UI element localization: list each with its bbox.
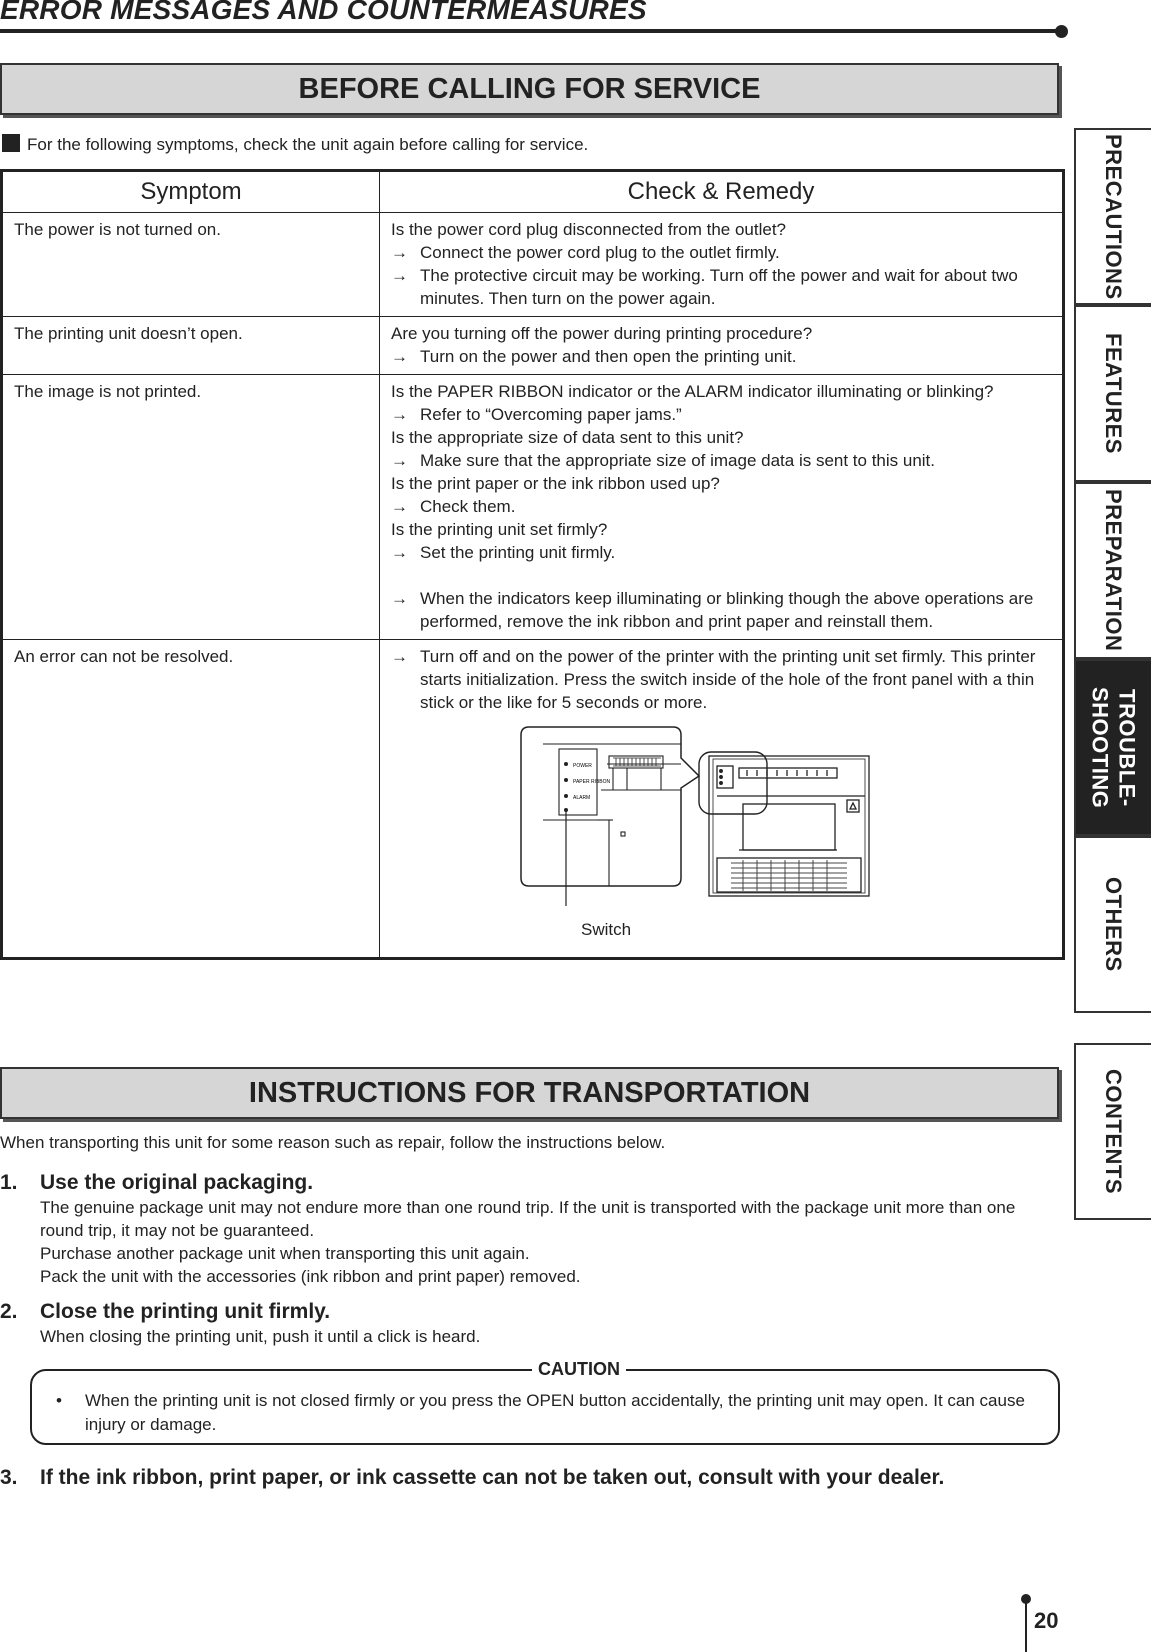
power-indicator-icon xyxy=(564,762,568,766)
step-1-body-line: The genuine package unit may not endure more than one round trip. If the unit is transported with the package unit more than one round trip, it may not be guaranteed. xyxy=(40,1198,1016,1240)
header-symptom: Symptom xyxy=(2,171,380,213)
remedy-action xyxy=(391,345,1051,368)
remedy-action xyxy=(391,587,1051,633)
section-banner-service: BEFORE CALLING FOR SERVICE xyxy=(0,63,1059,115)
remedy-action-text: Turn on the power and then open the printing unit. xyxy=(420,347,797,366)
printer-front-illustration xyxy=(391,726,1051,951)
side-tab-preparation[interactable] xyxy=(1074,482,1151,659)
right-arrow-icon: → xyxy=(391,347,408,366)
step-2-number: 2. xyxy=(0,1300,18,1323)
remedy-action-text: When the indicators keep illuminating or blinking though the above operations are performed, remove the ink ribbon and print paper and reinstall them. xyxy=(420,589,1034,631)
switch-label: Switch xyxy=(581,920,632,939)
step-2-body-line: When closing the printing unit, push it until a click is heard. xyxy=(40,1327,481,1346)
remedy-action xyxy=(391,645,1051,714)
right-arrow-icon: → xyxy=(391,405,408,424)
step-1-body-line: Purchase another package unit when transporting this unit again. xyxy=(40,1244,530,1263)
alarm-indicator-label: ALARM xyxy=(573,795,591,801)
side-tab-label: OTHERS xyxy=(1101,877,1126,972)
service-intro xyxy=(2,134,588,155)
table-row xyxy=(2,375,1064,640)
table-row xyxy=(2,317,1064,375)
caution-box xyxy=(30,1359,1060,1445)
remedy-cell xyxy=(380,213,1064,317)
caution-text: When the printing unit is not closed firmly or you press the OPEN button accidentally, the printing unit may open. It can cause injury or damage. xyxy=(85,1391,1025,1434)
remedy-action xyxy=(391,449,1051,472)
remedy-action-text: Turn off and on the power of the printer with the printing unit set firmly. This printer starts initialization. Press the switch inside of the hole of the front panel with a thin stick or the like for 5 seconds or more. xyxy=(420,647,1036,712)
right-arrow-icon: → xyxy=(391,647,408,666)
remedy-question: Is the power cord plug disconnected from the outlet? xyxy=(391,220,787,239)
paper-ribbon-indicator-label: PAPER RIBBON xyxy=(573,779,611,785)
header-rule xyxy=(0,29,1058,33)
printer-diagram xyxy=(391,726,1051,951)
side-tab-label: TROUBLE- SHOOTING xyxy=(1087,686,1140,809)
remedy-cell xyxy=(380,317,1064,375)
remedy-question: Are you turning off the power during printing procedure? xyxy=(391,324,813,343)
right-arrow-icon: → xyxy=(391,543,408,562)
power-indicator-label: POWER xyxy=(573,763,592,769)
step-2-title xyxy=(0,1300,330,1324)
side-tab-others[interactable] xyxy=(1074,836,1151,1013)
side-tab-contents[interactable] xyxy=(1074,1043,1151,1220)
step-1-body-line: Pack the unit with the accessories (ink ribbon and print paper) removed. xyxy=(40,1267,581,1286)
remedy-question: Is the printing unit set firmly? xyxy=(391,520,608,539)
right-arrow-icon: → xyxy=(391,589,408,608)
remedy-question: Is the print paper or the ink ribbon used up? xyxy=(391,474,720,493)
symptom-cell: The printing unit doesn’t open. xyxy=(2,317,380,375)
remedy-action-text: Check them. xyxy=(420,497,516,516)
remedy-action-text: Set the printing unit firmly. xyxy=(420,543,616,562)
right-arrow-icon: → xyxy=(391,266,408,285)
service-intro-text: For the following symptoms, check the unit again before calling for service. xyxy=(27,135,589,154)
side-tab-label: PRECAUTIONS xyxy=(1101,133,1126,300)
remedy-cell xyxy=(380,375,1064,640)
symptom-cell: The power is not turned on. xyxy=(2,213,380,317)
step-3-title xyxy=(0,1466,944,1490)
step-1-title xyxy=(0,1171,313,1195)
transport-intro: When transporting this unit for some reason such as repair, follow the instructions below. xyxy=(0,1133,666,1152)
remedy-question: Is the appropriate size of data sent to this unit? xyxy=(391,428,744,447)
alarm-indicator-icon xyxy=(564,794,568,798)
side-tab-features[interactable] xyxy=(1074,305,1151,482)
step-3-number: 3. xyxy=(0,1466,18,1489)
remedy-action xyxy=(391,241,1051,264)
table-row xyxy=(2,213,1064,317)
remedy-cell xyxy=(380,640,1064,959)
remedy-action-text: The protective circuit may be working. Turn off the power and wait for about two minutes. Then turn on the power again. xyxy=(420,266,1018,308)
symptom-cell: The image is not printed. xyxy=(2,375,380,640)
page-number-bar xyxy=(1025,1602,1027,1652)
remedy-action xyxy=(391,264,1051,310)
symptom-table-body xyxy=(2,213,1064,959)
table-row xyxy=(2,640,1064,959)
side-tab-label: FEATURES xyxy=(1101,333,1126,454)
symptom-table xyxy=(0,169,1065,960)
page-number: 20 xyxy=(1034,1608,1059,1633)
symptom-cell: An error can not be resolved. xyxy=(2,640,380,959)
remedy-action xyxy=(391,495,1051,518)
step-1-body xyxy=(40,1196,1050,1288)
step-1-number: 1. xyxy=(0,1171,18,1194)
remedy-action-text: Make sure that the appropriate size of image data is sent to this unit. xyxy=(420,451,936,470)
right-arrow-icon: → xyxy=(391,451,408,470)
remedy-action xyxy=(391,403,1051,426)
right-arrow-icon: → xyxy=(391,497,408,516)
step-2-body xyxy=(40,1325,1050,1348)
step-3-title-text: If the ink ribbon, print paper, or ink cassette can not be taken out, consult with your dealer. xyxy=(40,1466,945,1489)
remedy-action-text: Connect the power cord plug to the outlet firmly. xyxy=(420,243,780,262)
right-arrow-icon: → xyxy=(391,243,408,262)
square-bullet-icon xyxy=(2,134,20,152)
side-tab-troubleshooting[interactable] xyxy=(1074,659,1151,836)
page-header-title: ERROR MESSAGES AND COUNTERMEASURES xyxy=(0,0,647,25)
header-check-remedy: Check & Remedy xyxy=(380,171,1064,213)
side-tab-precautions[interactable] xyxy=(1074,128,1151,305)
caution-bullet: • xyxy=(56,1391,62,1410)
caution-label: CAUTION xyxy=(532,1359,626,1380)
section-banner-transport: INSTRUCTIONS FOR TRANSPORTATION xyxy=(0,1067,1059,1119)
step-2-title-text: Close the printing unit firmly. xyxy=(40,1300,331,1323)
step-1-title-text: Use the original packaging. xyxy=(40,1171,314,1194)
remedy-question: Is the PAPER RIBBON indicator or the ALARM indicator illuminating or blinking? xyxy=(391,382,994,401)
remedy-action-text: Refer to “Overcoming paper jams.” xyxy=(420,405,682,424)
paper-ribbon-indicator-icon xyxy=(564,778,568,782)
remedy-spacer xyxy=(391,564,1051,587)
table-header-row xyxy=(2,171,1064,213)
header-rule-dot xyxy=(1055,25,1068,38)
remedy-action xyxy=(391,541,1051,564)
side-tab-label: PREPARATION xyxy=(1101,489,1126,652)
side-tab-label: CONTENTS xyxy=(1101,1069,1126,1194)
